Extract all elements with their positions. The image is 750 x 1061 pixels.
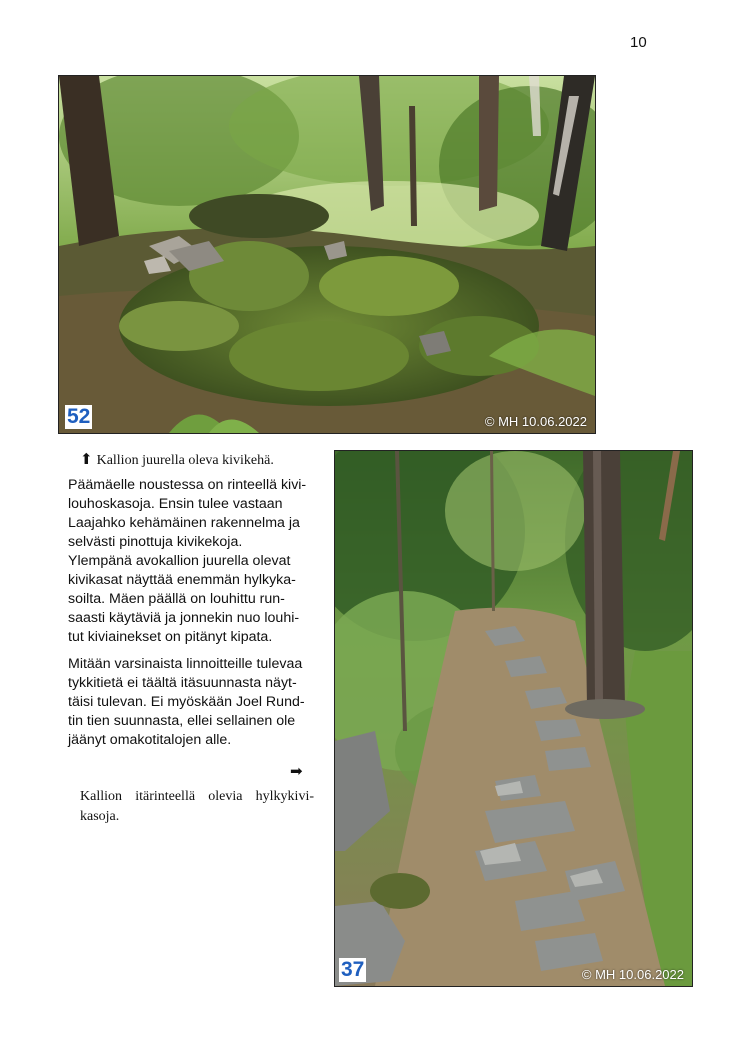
text-line: selvästi pinottuja kivikekoja. <box>68 534 243 550</box>
text-line: kivikasat näyttää enemmän hylkyka- <box>68 572 296 588</box>
caption-top <box>80 449 274 471</box>
text-line: tin tien suunnasta, ellei sellainen ole <box>68 713 296 729</box>
slope-photo-image <box>335 451 692 986</box>
text-line: Laajahko kehämäinen rakennelma ja <box>68 515 300 531</box>
up-arrow-icon: ⬆ <box>80 450 93 468</box>
text-line: jäänyt omakotitalojen alle. <box>68 732 232 748</box>
forest-photo-image <box>59 76 595 433</box>
text-line: soilta. Mäen päällä on louhittu run- <box>68 591 285 607</box>
photo-number-badge: 52 <box>67 405 91 428</box>
text-line: Päämäelle noustessa on rinteellä kivi- <box>68 477 307 493</box>
photo-rock-piles <box>334 450 693 987</box>
caption-top-text: Kallion juurella oleva kivikehä. <box>96 453 274 468</box>
text-line: Ylempänä avokallion juurella olevat <box>68 553 291 569</box>
paragraph-2 <box>68 655 330 750</box>
text-line: louhoskasoja. Ensin tulee vastaan <box>68 496 283 512</box>
photo-number-badge: 37 <box>341 958 365 981</box>
paragraph-1 <box>68 476 330 647</box>
caption-bottom: Kallion itärinteellä olevia hylkykivi-kasoja. <box>80 789 314 824</box>
page-number: 10 <box>630 34 647 51</box>
text-line: Mitään varsinaista linnoitteille tulevaa <box>68 656 303 672</box>
right-arrow-icon: ➡ <box>290 762 303 780</box>
photo-copyright: © MH 10.06.2022 <box>581 967 684 982</box>
photo-stone-ring <box>58 75 596 434</box>
photo-copyright: © MH 10.06.2022 <box>484 414 587 429</box>
text-line: tut kiviainekset on pitänyt kipata. <box>68 629 273 645</box>
text-line: saasti käytäviä ja jonnekin nuo louhi- <box>68 610 300 626</box>
text-line: tykkitietä ei täältä itäsuunnasta näyt- <box>68 675 297 691</box>
text-line: täisi tulevan. Ei myöskään Joel Rund- <box>68 694 305 710</box>
